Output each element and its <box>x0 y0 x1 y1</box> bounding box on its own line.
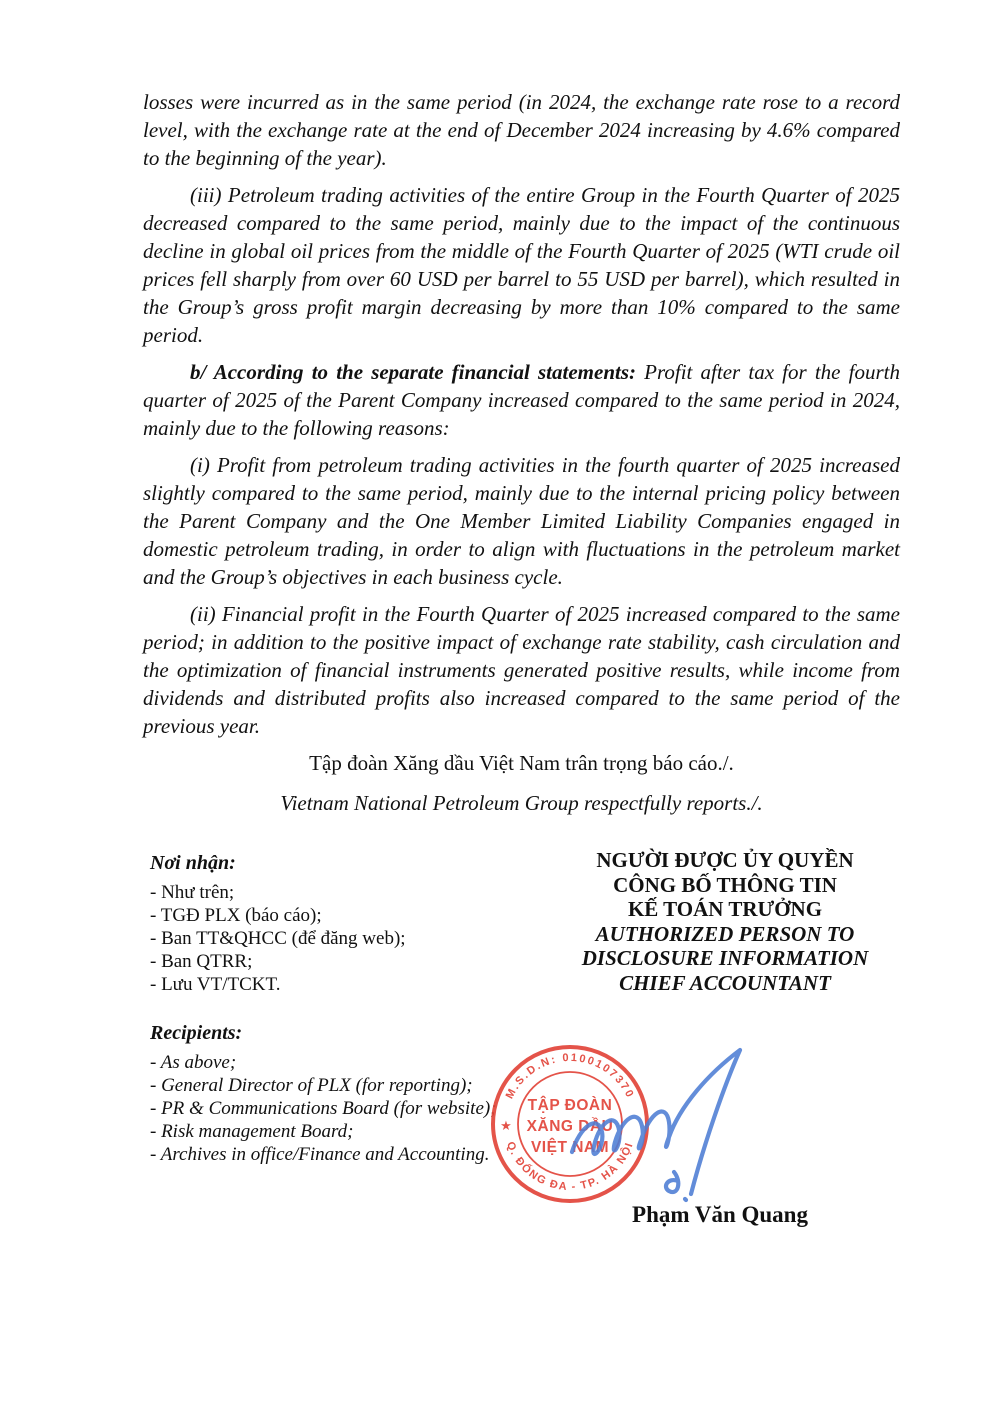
authorized-title-vi: CÔNG BỐ THÔNG TIN <box>613 872 837 897</box>
stamp-district-text: Q. ĐỐNG ĐA - TP. HÀ NỘI <box>503 1140 637 1194</box>
paragraph-ii: (ii) Financial profit in the Fourth Quarter of 2025 increased compared to the same period; in addition to the positive impact of exchange rate stability, cash circulation and the optimization of financial instruments generated positive results, while income from dividends and distributed profits also increased compared to the same period of the previous year. <box>143 602 900 738</box>
paragraph-iii: (iii) Petroleum trading activities of the entire Group in the Fourth Quarter of 2025 decreased compared to the same period, mainly due to the impact of the continuous decline in global oil prices from the middle of the Fourth Quarter of 2025 (WTI crude oil prices fell sharply from over 60 USD per barrel to 55 USD per barrel), which resulted in the Group’s gross profit margin decreasing by more than 10% compared to the same period. <box>143 183 900 347</box>
authorized-title-en: DISCLOSURE INFORMATION <box>581 946 869 970</box>
stamp-center-line: XĂNG DẦU <box>526 1118 614 1135</box>
stamp-registration-number: M.S.D.N: 0100107370 <box>503 1051 637 1101</box>
paragraph-i: (i) Profit from petroleum trading activities in the fourth quarter of 2025 increased slightly compared to the same period, mainly due to the internal pricing policy between the Parent Company and the One Member Limited Liability Companies engaged in domestic petroleum trading, in order to align with fluctuations in the petroleum market and the Group’s objectives in each business cycle. <box>143 453 900 589</box>
authorized-title-vi: KẾ TOÁN TRƯỞNG <box>627 897 823 921</box>
stamp-center-line: VIỆT NAM <box>530 1139 610 1156</box>
authorized-title-en: CHIEF ACCOUNTANT <box>619 970 831 995</box>
recipients-vietnamese-block <box>150 852 555 996</box>
signature-stroke-main <box>572 1050 740 1194</box>
recipient-item: - Risk management Board; <box>150 1121 354 1142</box>
recipient-item: - As above; <box>150 1052 237 1073</box>
signature-stroke-dot <box>685 1199 686 1200</box>
recipient-item: - General Director of PLX (for reporting); <box>150 1075 473 1096</box>
paragraph-b-text: Profit after tax for the fourth quarter of 2025 of the Parent Company increased compared to the same period in 2024, mainly due to the following reasons: <box>143 360 900 440</box>
authorized-title-en: AUTHORIZED PERSON TO <box>595 921 855 946</box>
recipient-item: - Như trên; <box>150 882 235 903</box>
paragraph-continued: losses were incurred as in the same period (in 2024, the exchange rate rose to a record level, with the exchange rate at the end of December 2024 increasing by 4.6% compared to the beginning of the year). <box>143 90 900 170</box>
recipient-item: - Lưu VT/TCKT. <box>150 974 281 995</box>
recipient-item: - Ban TT&QHCC (để đăng web); <box>150 928 406 949</box>
paragraph-b-lead: b/ According to the separate financial statements: <box>190 360 636 384</box>
recipient-item: - Archives in office/Finance and Accounting. <box>150 1144 490 1165</box>
recipient-item: - PR & Communications Board (for website); <box>150 1098 497 1119</box>
recipients-vi-heading: Nơi nhận: <box>150 852 236 874</box>
signer-name: Phạm Văn Quang <box>632 1202 808 1227</box>
paragraph-b <box>143 358 900 442</box>
closing-line-english: Vietnam National Petroleum Group respectfully reports./. <box>280 791 763 815</box>
handwritten-signature <box>558 1034 768 1209</box>
stamp-center-line: TẬP ĐOÀN <box>527 1097 613 1114</box>
recipients-en-heading: Recipients: <box>150 1022 243 1044</box>
signature-stroke-flourish <box>666 1172 678 1192</box>
star-icon: ★ <box>500 1118 512 1133</box>
document-body <box>143 88 900 817</box>
closing-line-vietnamese: Tập đoàn Xăng dầu Việt Nam trân trọng báo cáo./. <box>309 751 734 775</box>
recipient-item: - Ban QTRR; <box>150 951 253 972</box>
signature-title-block <box>560 848 890 995</box>
recipient-item: - TGĐ PLX (báo cáo); <box>150 905 322 926</box>
authorized-title-vi: NGƯỜI ĐƯỢC ỦY QUYỀN <box>596 848 854 872</box>
